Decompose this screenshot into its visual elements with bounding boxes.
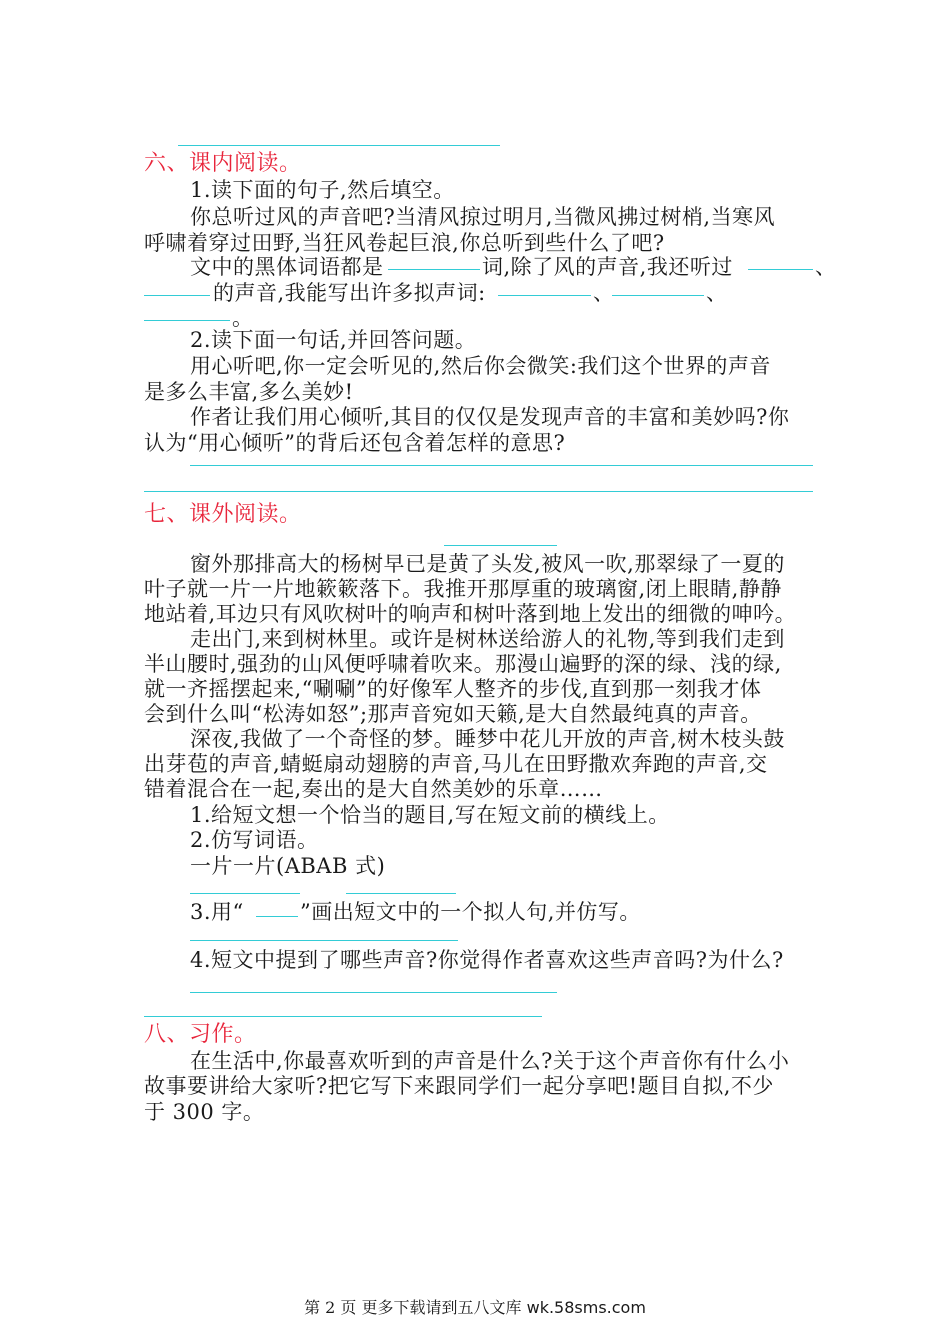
blank-line[interactable] xyxy=(748,269,813,270)
passage-line: 深夜,我做了一个奇怪的梦。睡梦中花儿开放的声音,树木枝头鼓 xyxy=(190,727,785,751)
fill-text: 、 xyxy=(706,281,728,305)
answer-line[interactable] xyxy=(190,465,813,466)
fill-text: 、 xyxy=(815,255,837,279)
passage-line: 错着混合在一起,奏出的是大自然美妙的乐章…… xyxy=(144,777,603,801)
blank-line[interactable] xyxy=(612,295,704,296)
question-prompt: 2.读下面一句话,并回答问题。 xyxy=(190,328,477,352)
page-footer xyxy=(0,1298,950,1318)
passage-line: 窗外那排高大的杨树早已是黄了头发,被风一吹,那翠绿了一夏的 xyxy=(190,552,785,576)
answer-line[interactable] xyxy=(144,1016,542,1017)
passage-line: 走出门,来到树林里。或许是树林送给游人的礼物,等到我们走到 xyxy=(190,627,785,651)
passage-line: 地站着,耳边只有风吹树叶的响声和树叶落到地上发出的细微的呻吟。 xyxy=(144,602,797,626)
prompt-line: 故事要讲给大家听?把它写下来跟同学们一起分享吧!题目自拟,不少 xyxy=(144,1074,774,1098)
passage-line: 就一齐摇摆起来,“唰唰”的好像军人整齐的步伐,直到那一刻我才体 xyxy=(144,677,762,701)
passage-line: 叶子就一片一片地簌簌落下。我推开那厚重的玻璃窗,闭上眼睛,静静 xyxy=(144,577,782,601)
footer-text: 第 2 页 更多下载请到五八文库 xyxy=(304,1298,527,1317)
passage-line: 半山腰时,强劲的山风便呼啸着吹来。那漫山遍野的深的绿、浅的绿, xyxy=(144,652,782,676)
section-heading: 七、课外阅读。 xyxy=(144,502,302,527)
fill-text: 文中的黑体词语都是 xyxy=(190,255,384,279)
fill-text: 。 xyxy=(232,306,254,330)
title-blank-line[interactable] xyxy=(444,545,557,546)
prompt-line: 于 300 字。 xyxy=(144,1100,265,1124)
passage-line: 出芽苞的声音,蜻蜓扇动翅膀的声音,马儿在田野撒欢奔跑的声音,交 xyxy=(144,752,768,776)
question-prompt: ”画出短文中的一个拟人句,并仿写。 xyxy=(300,900,641,924)
quote-line: 是多么丰富,多么美妙! xyxy=(144,380,354,404)
blank-line[interactable] xyxy=(498,295,591,296)
answer-line[interactable] xyxy=(190,992,557,993)
question-prompt: 1.给短文想一个恰当的题目,写在短文前的横线上。 xyxy=(190,803,670,827)
answer-line[interactable] xyxy=(190,940,458,941)
answer-line[interactable] xyxy=(190,893,300,894)
question-prompt: 2.仿写词语。 xyxy=(190,828,319,852)
footer-link[interactable]: wk.58sms.com xyxy=(526,1298,646,1317)
blank-line[interactable] xyxy=(144,295,210,296)
fill-text: 的声音,我能写出许多拟声词: xyxy=(213,281,486,305)
question-prompt: 1.读下面的句子,然后填空。 xyxy=(190,178,455,202)
passage-line: 你总听过风的声音吧?当清风掠过明月,当微风拂过树梢,当寒风 xyxy=(190,205,776,229)
section-heading: 八、习作。 xyxy=(144,1022,257,1047)
example-word: 一片一片(ABAB 式) xyxy=(190,854,386,878)
answer-line[interactable] xyxy=(346,893,456,894)
question-line: 作者让我们用心倾听,其目的仅仅是发现声音的丰富和美妙吗?你 xyxy=(190,405,790,429)
answer-line[interactable] xyxy=(144,491,813,492)
blank-line[interactable] xyxy=(256,916,298,917)
blank-line[interactable] xyxy=(388,269,480,270)
passage-line: 会到什么叫“松涛如怒”;那声音宛如天籁,是大自然最纯真的声音。 xyxy=(144,702,762,726)
quote-line: 用心听吧,你一定会听见的,然后你会微笑:我们这个世界的声音 xyxy=(190,354,771,378)
passage-line: 呼啸着穿过田野,当狂风卷起巨浪,你总听到些什么了吧? xyxy=(144,231,665,255)
prompt-line: 在生活中,你最喜欢听到的声音是什么?关于这个声音你有什么小 xyxy=(190,1049,790,1073)
answer-line[interactable] xyxy=(178,145,500,146)
question-prompt: 4.短文中提到了哪些声音?你觉得作者喜欢这些声音吗?为什么? xyxy=(190,948,784,972)
fill-text: 词,除了风的声音,我还听过 xyxy=(482,255,733,279)
section-heading: 六、课内阅读。 xyxy=(144,151,302,176)
question-prompt: 3.用“ xyxy=(190,900,244,924)
fill-text: 、 xyxy=(593,281,615,305)
blank-line[interactable] xyxy=(144,320,230,321)
question-line: 认为“用心倾听”的背后还包含着怎样的意思? xyxy=(144,431,566,455)
